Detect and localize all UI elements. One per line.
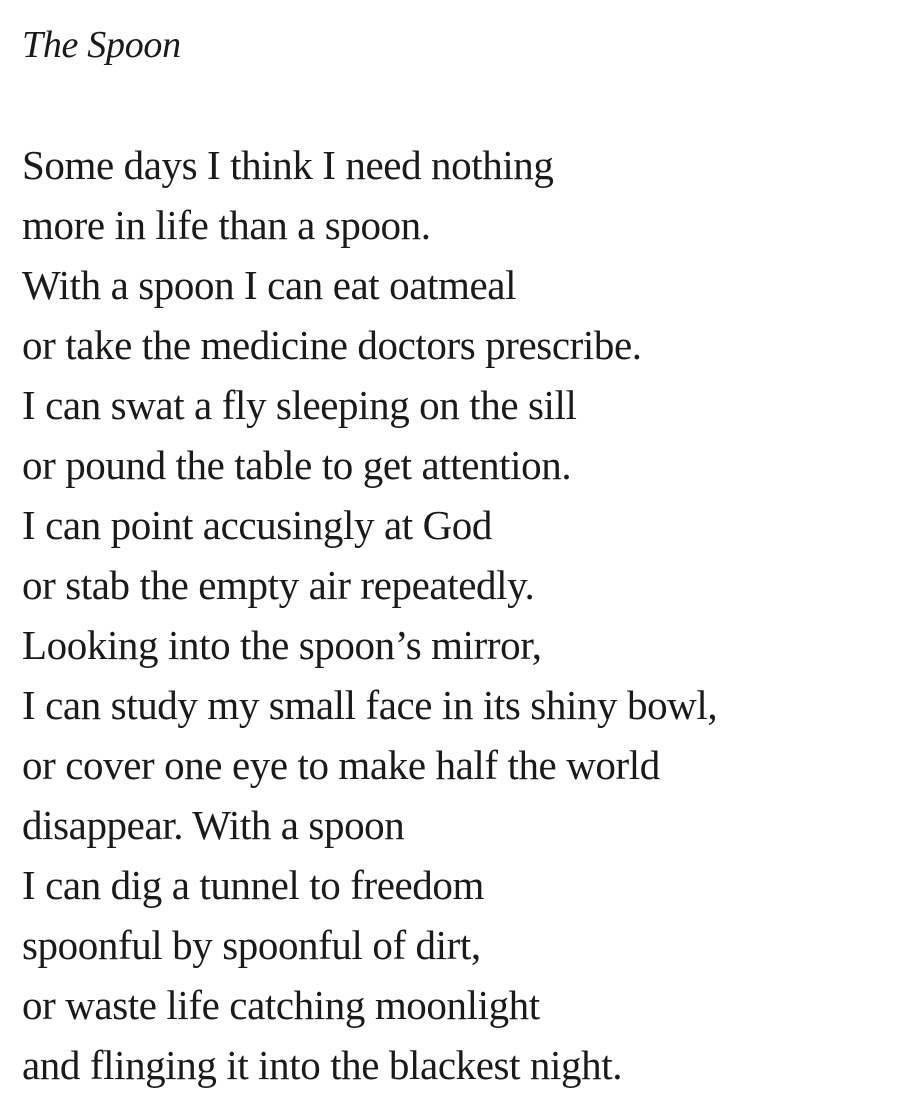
poem-line: more in life than a spoon. [22,202,431,248]
poem-line: disappear. With a spoon [22,802,405,848]
poem-line: I can swat a fly sleeping on the sill [22,382,577,428]
poem-line: With a spoon I can eat oatmeal [22,262,517,308]
poem-line: or cover one eye to make half the world [22,742,660,788]
poem-line: or waste life catching moonlight [22,982,540,1028]
poem-line: I can dig a tunnel to freedom [22,862,485,908]
poem-line: or stab the empty air repeatedly. [22,562,535,608]
poem-line: spoonful by spoonful of dirt, [22,922,481,968]
poem-line: Some days I think I need nothing [22,142,554,188]
poem-line: I can study my small face in its shiny bowl, [22,682,718,728]
poem-line: or take the medicine doctors prescribe. [22,322,642,368]
poem-title: The Spoon [22,24,181,66]
poem-line: or pound the table to get attention. [22,442,572,488]
poem-line: I can point accusingly at God [22,502,493,548]
poem-line: and flinging it into the blackest night. [22,1042,623,1088]
poem-body [22,135,717,1095]
poem-line: Looking into the spoon’s mirror, [22,622,542,668]
